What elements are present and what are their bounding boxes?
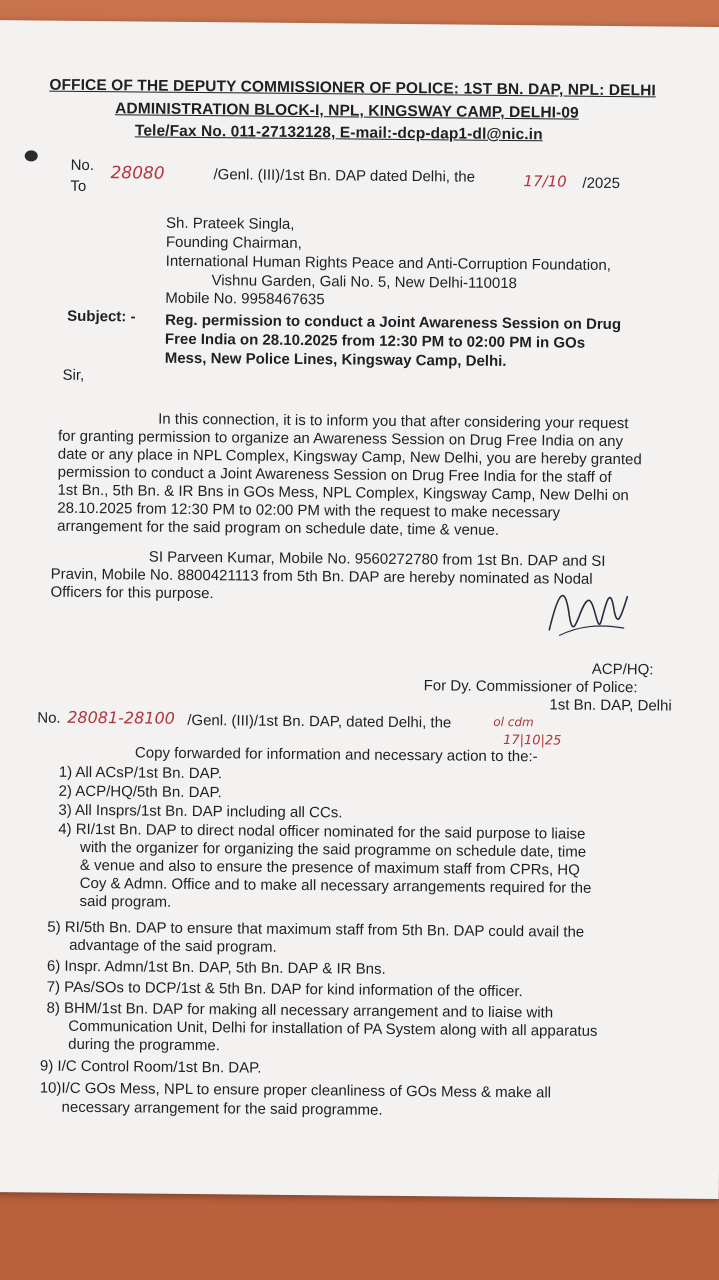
office-address: ADMINISTRATION BLOCK-I, NPL, KINGSWAY CAMP, DELHI-09	[115, 100, 579, 122]
subject-line-3: Mess, New Police Lines, Kingsway Camp, Delhi.	[164, 349, 507, 370]
salutation: Sir,	[62, 366, 85, 384]
distribution-item: 8) BHM/1st Bn. DAP for making all necessary arrangement and to liaise with	[46, 999, 554, 1022]
addressee-name: Sh. Prateek Singla,	[165, 214, 295, 233]
to-label: To	[70, 177, 87, 195]
distribution-item: 6) Inspr. Admn/1st Bn. DAP, 5th Bn. DAP & IR Bns.	[46, 957, 386, 978]
body-p2-line: Officers for this purpose.	[50, 583, 214, 603]
ref-text: /Genl. (III)/1st Bn. DAP dated Delhi, the	[213, 166, 476, 186]
background-bottom	[0, 1190, 719, 1280]
body-p1-line: arrangement for the said program on schedule date, time & venue.	[57, 517, 500, 539]
addressee-address: Vishnu Garden, Gali No. 5, New Delhi-110018	[211, 272, 518, 293]
body-p2-line: SI Parveen Kumar, Mobile No. 9560272780 from 1st Bn. DAP and SI	[148, 548, 606, 570]
copy-no-handwritten: 28081-28100	[67, 707, 175, 728]
copy-no-label: No.	[37, 709, 61, 727]
distribution-item-cont: necessary arrangement for the said programme.	[61, 1098, 383, 1119]
subject-line-1: Reg. permission to conduct a Joint Awareness Session on Drug	[165, 311, 622, 334]
body-p1-line: date or any place in NPL Complex, Kingsway Camp, New Delhi, you are hereby granted	[57, 445, 642, 469]
ref-no-label: No.	[70, 156, 95, 175]
body-p2-line: Pravin, Mobile No. 8800421113 from 5th Bn. DAP are hereby nominated as Nodal	[50, 565, 593, 588]
sign-unit: 1st Bn. DAP, Delhi	[549, 696, 672, 715]
distribution-item: 9) I/C Control Room/1st Bn. DAP.	[39, 1057, 262, 1077]
distribution-item: 3) All Insprs/1st Bn. DAP including all CCs.	[58, 801, 343, 822]
distribution-item: 5) RI/5th Bn. DAP to ensure that maximum staff from 5th Bn. DAP could avail the	[47, 918, 585, 941]
distribution-item-cont: advantage of the said program.	[69, 936, 277, 956]
addressee-mobile: Mobile No. 9958467635	[165, 289, 325, 309]
copy-intro: Copy forwarded for information and necessary action to the:-	[134, 744, 538, 766]
ref-year: /2025	[582, 174, 621, 193]
copy-ref-text: /Genl. (III)/1st Bn. DAP, dated Delhi, the	[187, 711, 452, 732]
distribution-item-cont: & venue and also to ensure the presence of maximum staff from CPRs, HQ	[79, 856, 580, 879]
sign-for-dcp: For Dy. Commissioner of Police:	[423, 677, 638, 697]
body-p1-line: 28.10.2025 from 12:30 PM to 02:00 PM with the request to make necessary	[57, 499, 561, 522]
subject-line-2: Free India on 28.10.2025 from 12:30 PM to 02:00 PM in GOs	[164, 330, 586, 352]
ref-date-handwritten: 17/10	[523, 172, 567, 191]
subject-label: Subject: -	[67, 307, 136, 326]
distribution-item-cont: Communication Unit, Delhi for installation of PA System along with all apparatus	[68, 1017, 598, 1040]
body-p1-line: 1st Bn., 5th Bn. & IR Bns in GOs Mess, NPL Complex, Kingsway Camp, New Delhi on	[57, 481, 629, 505]
addressee-org: International Human Rights Peace and Anti-Corruption Foundation,	[165, 252, 612, 274]
distribution-item: 4) RI/1st Bn. DAP to direct nodal officer nominated for the said purpose to liaise	[58, 820, 586, 843]
distribution-item-cont: Coy & Admn. Office and to make all necessary arrangements required for the	[79, 874, 592, 897]
distribution-item: 1) All ACsP/1st Bn. DAP.	[58, 763, 222, 783]
distribution-item-cont: said program.	[79, 892, 172, 911]
addressee-title: Founding Chairman,	[165, 233, 302, 253]
office-contact: Tele/Fax No. 011-27132128, E-mail:-dcp-dap1-dl@nic.in	[134, 122, 543, 144]
distribution-item: 10)I/C GOs Mess, NPL to ensure proper cleanliness of GOs Mess & make all	[39, 1079, 552, 1102]
copy-date-handwritten: 17|10|25	[503, 732, 562, 749]
ref-no-handwritten: 28080	[110, 163, 165, 184]
body-p1-line: permission to conduct a Joint Awareness Session on Drug Free India for the staff of	[57, 463, 612, 486]
punch-hole-mark	[25, 150, 38, 161]
distribution-item: 7) PAs/SOs to DCP/1st & 5th Bn. DAP for kind information of the officer.	[46, 978, 523, 1001]
body-p1-line: In this connection, it is to inform you that after considering your request	[158, 410, 629, 433]
officer-signature	[539, 575, 635, 656]
copy-initials-handwritten: ol cdm	[493, 714, 534, 730]
letter-paper	[0, 20, 719, 1199]
body-p1-line: for granting permission to organize an Awareness Session on Drug Free India on any	[57, 427, 624, 451]
distribution-item-cont: with the organizer for organizing the said programme on schedule date, time	[79, 838, 587, 861]
distribution-item: 2) ACP/HQ/5th Bn. DAP.	[58, 782, 222, 802]
office-heading: OFFICE OF THE DEPUTY COMMISSIONER OF POLICE: 1ST BN. DAP, NPL: DELHI	[49, 76, 656, 100]
sign-designation: ACP/HQ:	[591, 660, 654, 679]
distribution-item-cont: during the programme.	[68, 1035, 220, 1055]
